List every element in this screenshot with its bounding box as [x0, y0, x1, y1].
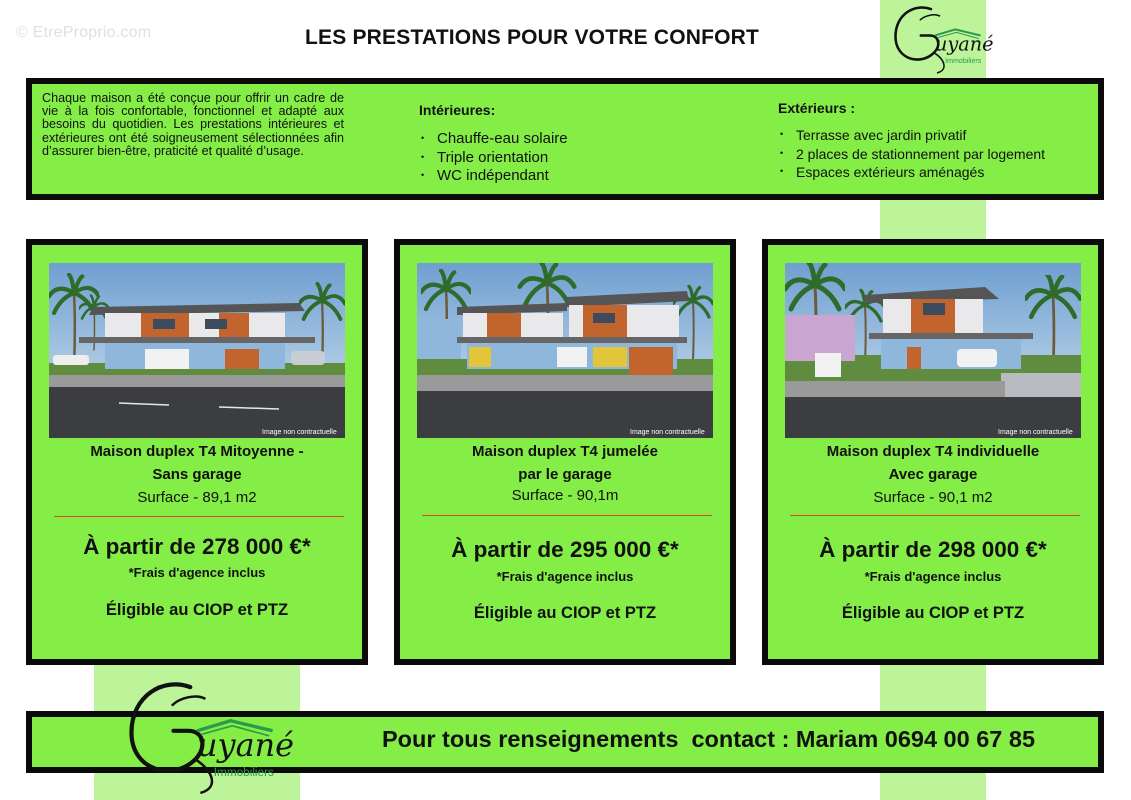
card-price: À partir de 278 000 €*: [83, 534, 311, 559]
card-fees-note: *Frais d'agence inclus: [864, 569, 1002, 584]
guyane-logo-top: [884, 0, 994, 76]
card-title: [40, 440, 354, 486]
card-divider: [790, 515, 1080, 516]
list-item: • Triple orientation: [417, 149, 568, 168]
card-surface: Surface - 90,1 m2: [873, 489, 993, 506]
svg-text:uyané: uyané: [197, 726, 295, 764]
card-title: [408, 440, 722, 486]
property-card-jumelee: [394, 239, 736, 665]
card-price: À partir de 295 000 €*: [451, 537, 679, 562]
list-item: • Terrasse avec jardin privatif: [776, 126, 1045, 145]
interior-list: [417, 130, 568, 186]
card-eligibility: Éligible au CIOP et PTZ: [473, 604, 657, 622]
card-title-text: Maison duplex T4 Mitoyenne - Sans garage: [90, 443, 304, 483]
card-eligibility: Éligible au CIOP et PTZ: [841, 604, 1025, 622]
exterior-heading: Extérieurs :: [778, 100, 856, 116]
house-rendering-image: [785, 263, 1081, 438]
image-disclaimer: Image non contractuelle: [998, 429, 1073, 436]
card-price: À partir de 298 000 €*: [819, 537, 1047, 562]
card-fees-note: *Frais d'agence inclus: [128, 565, 266, 580]
property-card-mitoyenne: [26, 239, 368, 665]
house-rendering-image: [417, 263, 713, 438]
intro-paragraph: Chaque maison a été conçue pour offrir un cadre de vie à la fois confortable, fonctionnel et adapté aux besoins du quotidien. Les prestations intérieures et extérieures ont été soigneusement sélectionnées afin d’assurer bien-être, praticité et qualité d’usage.: [42, 91, 344, 158]
amenities-panel: [26, 78, 1104, 200]
list-item: • Chauffe-eau solaire: [417, 130, 568, 149]
list-item: • WC indépendant: [417, 167, 568, 186]
svg-text:Immobiliers: Immobiliers: [945, 56, 982, 65]
card-divider: [422, 515, 712, 516]
svg-text:uyané: uyané: [935, 32, 994, 56]
card-surface: Surface - 90,1m: [511, 487, 619, 504]
watermark: © EtreProprio.com: [16, 24, 152, 41]
card-title: [776, 440, 1090, 486]
interior-heading: Intérieures:: [419, 102, 496, 118]
card-fees-note: *Frais d'agence inclus: [496, 569, 634, 584]
contact-text: Pour tous renseignements contact : Mariam 0694 00 67 85: [382, 726, 1036, 752]
card-eligibility: Éligible au CIOP et PTZ: [105, 601, 289, 619]
page-title: LES PRESTATIONS POUR VOTRE CONFORT: [305, 26, 760, 49]
svg-text:Immobiliers: Immobiliers: [213, 766, 274, 780]
guyane-logo-bottom: [108, 672, 295, 798]
exterior-list: [776, 126, 1045, 182]
image-disclaimer: Image non contractuelle: [630, 429, 705, 436]
card-divider: [54, 516, 344, 517]
card-title-text: Maison duplex T4 jumelée par le garage: [472, 443, 658, 483]
property-card-individuelle: [762, 239, 1104, 665]
card-title-text: Maison duplex T4 individuelle Avec garage: [826, 443, 1040, 483]
list-item: • 2 places de stationnement par logement: [776, 145, 1045, 164]
list-item: • Espaces extérieurs aménagés: [776, 163, 1045, 182]
card-surface: Surface - 89,1 m2: [137, 489, 257, 506]
house-rendering-image: [49, 263, 345, 438]
image-disclaimer: Image non contractuelle: [262, 429, 337, 436]
